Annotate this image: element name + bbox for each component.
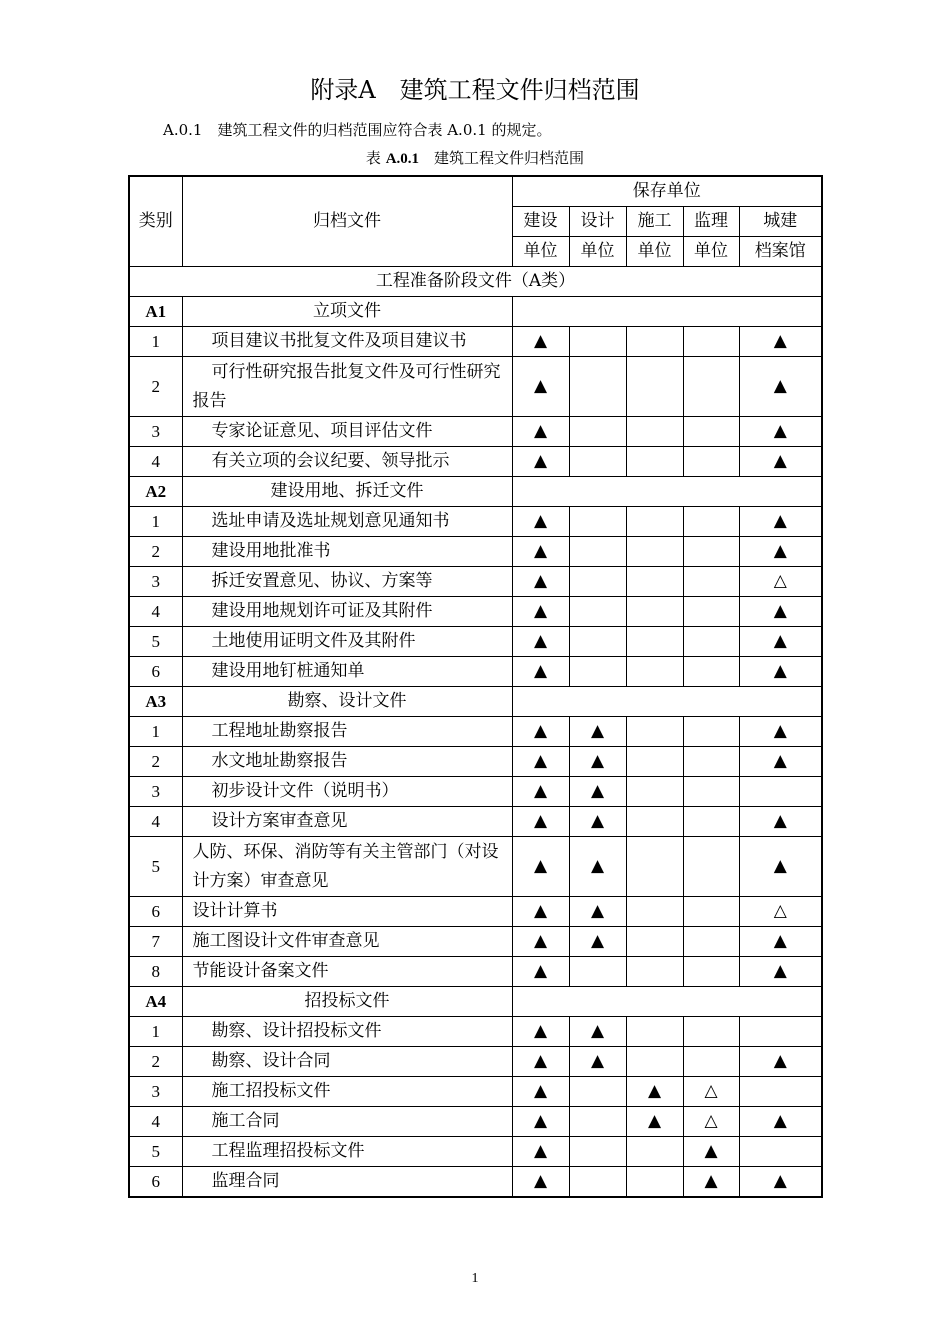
custody-mark: ▲ [739,417,822,447]
custody-mark: ▲ [569,927,626,957]
custody-mark: ▲ [512,657,569,687]
custody-mark: ▲ [512,927,569,957]
custody-mark [683,747,739,777]
document-name [182,927,512,957]
custody-mark [683,627,739,657]
row-number: 5 [129,1137,182,1167]
document-name-text: 人防、环保、消防等有关主管部门（对设计方案）审查意见 [192,841,499,891]
header-unit-design-line1: 设计 [569,207,626,237]
custody-mark: ▲ [512,537,569,567]
row-number: 1 [129,717,182,747]
row-number: 2 [129,537,182,567]
document-name [182,807,512,837]
custody-mark [626,627,683,657]
custody-mark [626,1017,683,1047]
custody-mark [683,807,739,837]
custody-mark: ▲ [739,507,822,537]
custody-mark: ▲ [739,357,822,417]
header-unit-supervisor-line2: 单位 [683,237,739,267]
custody-mark [683,897,739,927]
table-row [129,1077,822,1107]
group-row [129,477,822,507]
custody-mark: ▲ [569,777,626,807]
document-name-text: 工程监理招投标文件 [211,1141,365,1161]
custody-mark [569,657,626,687]
row-number: 1 [129,327,182,357]
custody-mark: ▲ [739,1167,822,1198]
row-number: 4 [129,597,182,627]
custody-mark [626,777,683,807]
custody-mark: ▲ [739,807,822,837]
custody-mark [683,597,739,627]
stage-row [129,267,822,297]
custody-mark: ▲ [512,1077,569,1107]
row-number: 6 [129,897,182,927]
custody-mark: ▲ [512,447,569,477]
table-row [129,507,822,537]
custody-mark [569,957,626,987]
table-row [129,927,822,957]
custody-mark [683,1017,739,1047]
custody-mark [626,807,683,837]
custody-mark: ▲ [512,717,569,747]
row-number: 4 [129,807,182,837]
custody-mark [739,1017,822,1047]
custody-mark [683,327,739,357]
custody-mark [683,1047,739,1077]
group-code: A4 [129,987,182,1017]
document-name-text: 工程地址勘察报告 [211,721,348,741]
custody-mark: ▲ [739,927,822,957]
custody-mark: ▲ [569,747,626,777]
document-name-text: 节能设计备案文件 [192,961,329,981]
custody-mark [626,567,683,597]
custody-mark: ▲ [739,957,822,987]
document-name [182,417,512,447]
header-unit-supervisor-line1: 监理 [683,207,739,237]
custody-mark: ▲ [569,717,626,747]
header-custody: 保存单位 [512,176,822,207]
intro-paragraph: A.0.1 建筑工程文件的归档范围应符合表 A.0.1 的规定。 [163,121,552,139]
document-name [182,1107,512,1137]
table-row [129,657,822,687]
custody-mark: ▲ [683,1137,739,1167]
custody-mark: ▲ [512,357,569,417]
document-name [182,1167,512,1198]
row-number: 5 [129,837,182,897]
row-number: 1 [129,507,182,537]
document-name-text: 有关立项的会议纪要、领导批示 [211,451,450,471]
document-name-text: 勘察、设计合同 [211,1051,331,1071]
custody-mark: ▲ [739,537,822,567]
custody-mark: ▲ [569,807,626,837]
document-name-text: 设计计算书 [192,901,278,921]
custody-mark [626,417,683,447]
group-blank [512,477,822,507]
table-row [129,537,822,567]
custody-mark [569,567,626,597]
custody-mark [569,627,626,657]
custody-mark: ▲ [512,1137,569,1167]
custody-mark: ▲ [739,837,822,897]
custody-mark [626,837,683,897]
custody-mark: ▲ [739,717,822,747]
row-number: 4 [129,447,182,477]
document-name [182,657,512,687]
custody-mark: △ [739,897,822,927]
document-name-text: 监理合同 [211,1171,280,1191]
row-number: 1 [129,1017,182,1047]
custody-mark [683,777,739,807]
group-row [129,297,822,327]
custody-mark [569,1077,626,1107]
custody-mark: ▲ [739,1107,822,1137]
document-name [182,897,512,927]
table-row [129,897,822,927]
document-name [182,597,512,627]
custody-mark [626,717,683,747]
table-row [129,777,822,807]
document-name-text: 施工合同 [211,1111,280,1131]
table-row [129,807,822,837]
group-code: A3 [129,687,182,717]
custody-mark [626,597,683,627]
row-number: 5 [129,627,182,657]
custody-mark: ▲ [512,957,569,987]
document-name [182,957,512,987]
document-name [182,567,512,597]
custody-mark: ▲ [739,327,822,357]
custody-mark: ▲ [512,837,569,897]
table-row [129,717,822,747]
custody-mark: ▲ [739,447,822,477]
custody-mark [569,1107,626,1137]
custody-mark: ▲ [569,1017,626,1047]
document-name-text: 施工招投标文件 [211,1081,331,1101]
custody-mark [569,357,626,417]
document-name [182,537,512,567]
document-name-text: 土地使用证明文件及其附件 [211,631,416,651]
custody-mark: ▲ [512,747,569,777]
custody-mark: ▲ [739,657,822,687]
table-row [129,1107,822,1137]
custody-mark: ▲ [569,837,626,897]
custody-mark: ▲ [512,417,569,447]
table-row [129,1017,822,1047]
custody-mark [739,777,822,807]
table-row [129,747,822,777]
custody-mark: ▲ [739,1047,822,1077]
row-number: 8 [129,957,182,987]
group-name: 招投标文件 [182,987,512,1017]
custody-mark: ▲ [512,597,569,627]
custody-mark [626,357,683,417]
custody-mark: ▲ [512,807,569,837]
custody-mark: ▲ [512,327,569,357]
custody-mark [626,1047,683,1077]
table-row [129,957,822,987]
group-blank [512,687,822,717]
custody-mark [683,567,739,597]
custody-mark [683,507,739,537]
table-row [129,417,822,447]
header-category: 类别 [129,176,182,267]
custody-mark: ▲ [512,897,569,927]
document-name-text: 选址申请及选址规划意见通知书 [211,511,450,531]
custody-mark: ▲ [512,1047,569,1077]
row-number: 7 [129,927,182,957]
document-name-text: 建设用地批准书 [211,541,331,561]
document-name-text: 建设用地规划许可证及其附件 [211,601,433,621]
header-unit-construction-line2: 单位 [512,237,569,267]
row-number: 3 [129,567,182,597]
document-name [182,627,512,657]
document-name [182,447,512,477]
table-row [129,1167,822,1198]
custody-mark: ▲ [569,897,626,927]
custody-mark [739,1077,822,1107]
table-body [129,176,822,1197]
group-code: A2 [129,477,182,507]
header-unit-design-line2: 单位 [569,237,626,267]
custody-mark [569,1167,626,1198]
custody-mark [683,657,739,687]
custody-mark: ▲ [512,507,569,537]
document-name-text: 初步设计文件（说明书） [211,781,399,801]
table-row [129,597,822,627]
document-name-text: 专家论证意见、项目评估文件 [211,421,433,441]
custody-mark: ▲ [512,567,569,597]
custody-mark [626,327,683,357]
group-row [129,687,822,717]
custody-mark [569,417,626,447]
stage-label: 工程准备阶段文件（A类） [129,267,822,297]
document-name [182,1077,512,1107]
document-name-text: 拆迁安置意见、协议、方案等 [211,571,433,591]
custody-mark: ▲ [739,747,822,777]
custody-mark: ▲ [569,1047,626,1077]
custody-mark [683,537,739,567]
custody-mark: ▲ [739,597,822,627]
document-name [182,837,512,897]
caption-code: A.0.1 [385,151,420,167]
group-name: 勘察、设计文件 [182,687,512,717]
group-name: 建设用地、拆迁文件 [182,477,512,507]
custody-mark: ▲ [512,1167,569,1198]
custody-mark: ▲ [626,1107,683,1137]
custody-mark [626,1167,683,1198]
table-row [129,447,822,477]
table-row [129,1047,822,1077]
page-title: 附录A 建筑工程文件归档范围 [310,76,640,104]
custody-mark: ▲ [512,1017,569,1047]
group-name: 立项文件 [182,297,512,327]
custody-mark [626,897,683,927]
custody-mark: ▲ [739,627,822,657]
custody-mark [626,507,683,537]
custody-mark [569,507,626,537]
document-name-text: 勘察、设计招投标文件 [211,1021,382,1041]
document-name [182,777,512,807]
row-number: 6 [129,1167,182,1198]
custody-mark [626,957,683,987]
custody-mark [626,447,683,477]
custody-mark [626,927,683,957]
document-name [182,357,512,417]
document-name [182,327,512,357]
document-name [182,1047,512,1077]
custody-mark: △ [739,567,822,597]
caption-text: 建筑工程文件归档范围 [419,149,585,167]
custody-mark: △ [683,1107,739,1137]
document-name [182,1137,512,1167]
document-name-text: 可行性研究报告批复文件及可行性研究报告 [192,361,501,411]
group-code: A1 [129,297,182,327]
row-number: 6 [129,657,182,687]
group-blank [512,297,822,327]
table-row [129,567,822,597]
document-name-text: 设计方案审查意见 [211,811,348,831]
document-name-text: 施工图设计文件审查意见 [192,931,380,951]
table-row [129,327,822,357]
header-unit-contractor-line2: 单位 [626,237,683,267]
custody-mark [683,717,739,747]
page-number: 1 [471,1271,479,1286]
custody-mark [683,957,739,987]
group-blank [512,987,822,1017]
document-name [182,1017,512,1047]
row-number: 3 [129,417,182,447]
custody-mark [626,657,683,687]
header-unit-contractor-line1: 施工 [626,207,683,237]
custody-mark [739,1137,822,1167]
custody-mark [683,417,739,447]
custody-mark [569,447,626,477]
custody-mark [683,927,739,957]
custody-mark: ▲ [683,1167,739,1198]
row-number: 3 [129,1077,182,1107]
table-row [129,627,822,657]
custody-mark [569,1137,626,1167]
custody-mark: △ [683,1077,739,1107]
header-row-custody [129,176,822,207]
custody-mark [683,357,739,417]
custody-mark [569,537,626,567]
custody-mark [626,537,683,567]
document-name [182,717,512,747]
custody-mark [683,837,739,897]
custody-mark: ▲ [512,1107,569,1137]
header-document: 归档文件 [182,176,512,267]
table-row [129,357,822,417]
row-number: 2 [129,1047,182,1077]
custody-mark [626,747,683,777]
custody-mark: ▲ [512,777,569,807]
header-unit-archive-line1: 城建 [739,207,822,237]
row-number: 2 [129,747,182,777]
custody-mark [683,447,739,477]
custody-mark [626,1137,683,1167]
document-name-text: 项目建议书批复文件及项目建议书 [211,331,467,351]
header-unit-construction-line1: 建设 [512,207,569,237]
table-row [129,837,822,897]
row-number: 4 [129,1107,182,1137]
header-unit-archive-line2: 档案馆 [739,237,822,267]
custody-mark: ▲ [626,1077,683,1107]
table-row [129,1137,822,1167]
custody-mark: ▲ [512,627,569,657]
row-number: 2 [129,357,182,417]
archive-scope-table [128,175,823,1198]
row-number: 3 [129,777,182,807]
document-name-text: 水文地址勘察报告 [211,751,348,771]
table-caption [0,147,950,170]
document-name [182,507,512,537]
caption-prefix: 表 [365,149,386,167]
group-row [129,987,822,1017]
custody-mark [569,327,626,357]
custody-mark [569,597,626,627]
document-name [182,747,512,777]
document-name-text: 建设用地钉桩通知单 [211,661,365,681]
